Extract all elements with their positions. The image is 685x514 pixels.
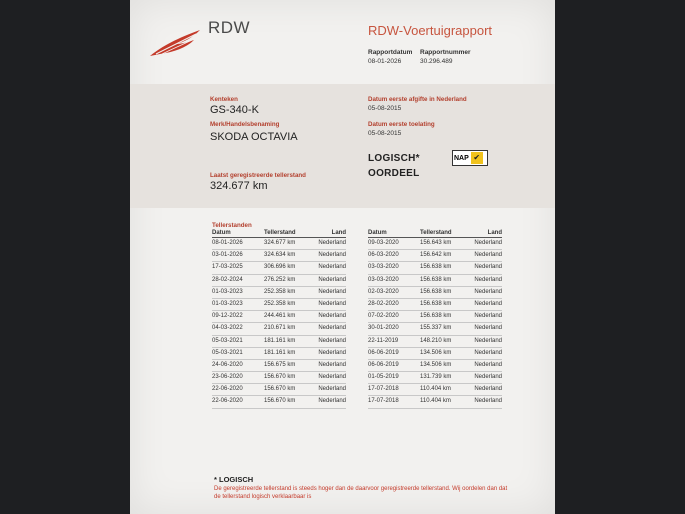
row-land: Nederland [318, 349, 346, 356]
row-land: Nederland [318, 240, 346, 246]
row-land: Nederland [474, 252, 502, 259]
row-datum: 04-03-2022 [212, 325, 243, 332]
row-land: Nederland [318, 252, 346, 259]
table-row [368, 299, 502, 311]
row-land: Nederland [318, 313, 346, 320]
table-row [212, 348, 346, 360]
table-row [368, 287, 502, 299]
tellerstanden-right-column [368, 230, 502, 409]
table-row [368, 336, 502, 348]
table-row [368, 396, 502, 408]
band-diagonal [130, 196, 555, 212]
row-datum: 01-05-2019 [368, 374, 399, 381]
row-datum: 07-02-2020 [368, 313, 399, 320]
row-land: Nederland [318, 361, 346, 368]
row-datum: 17-03-2025 [212, 264, 243, 271]
table-header [212, 230, 346, 238]
row-land: Nederland [474, 349, 502, 356]
row-land: Nederland [474, 361, 502, 368]
row-tellerstand: 110.404 km [420, 398, 451, 405]
table-row [368, 360, 502, 372]
row-tellerstand: 110.404 km [420, 386, 451, 393]
row-datum: 05-03-2021 [212, 337, 243, 344]
row-land: Nederland [474, 240, 502, 246]
vehicle-info-band [130, 84, 555, 208]
row-land: Nederland [474, 264, 502, 271]
row-tellerstand: 210.671 km [264, 325, 296, 332]
row-land: Nederland [318, 337, 346, 344]
tellerstanden-title: Tellerstanden [212, 222, 252, 229]
row-tellerstand: 156.670 km [264, 386, 296, 393]
row-datum: 09-12-2022 [212, 313, 243, 320]
table-row [212, 299, 346, 311]
table-row [368, 275, 502, 287]
row-tellerstand: 156.638 km [420, 313, 452, 320]
header-datum: Datum [212, 230, 231, 236]
table-row [368, 311, 502, 323]
table-header [368, 230, 502, 238]
row-tellerstand: 156.642 km [420, 252, 452, 259]
table-row [212, 336, 346, 348]
row-datum: 03-03-2020 [368, 264, 399, 271]
row-land: Nederland [474, 325, 502, 332]
row-datum: 06-06-2019 [368, 349, 399, 356]
row-tellerstand: 306.696 km [264, 264, 296, 271]
row-datum: 23-06-2020 [212, 374, 243, 381]
row-tellerstand: 156.643 km [420, 240, 452, 246]
check-icon: ✔ [471, 152, 483, 164]
header-datum: Datum [368, 230, 387, 236]
row-datum: 03-01-2026 [212, 252, 243, 259]
row-datum: 09-03-2020 [368, 240, 399, 246]
merk-value: SKODA OCTAVIA [210, 131, 298, 143]
row-tellerstand: 276.252 km [264, 276, 296, 283]
row-land: Nederland [318, 374, 346, 381]
row-land: Nederland [474, 337, 502, 344]
row-tellerstand: 181.161 km [264, 337, 296, 344]
row-tellerstand: 252.358 km [264, 288, 296, 295]
nap-badge [452, 150, 488, 166]
table-row [212, 262, 346, 274]
row-tellerstand: 156.638 km [420, 288, 452, 295]
row-datum: 30-01-2020 [368, 325, 399, 332]
row-tellerstand: 324.634 km [264, 252, 296, 259]
header-land: Land [331, 230, 346, 236]
row-datum: 28-02-2020 [368, 300, 399, 307]
row-datum: 01-03-2023 [212, 288, 243, 295]
table-row [368, 262, 502, 274]
row-land: Nederland [318, 325, 346, 332]
row-tellerstand: 156.638 km [420, 264, 452, 271]
row-land: Nederland [318, 264, 346, 271]
row-tellerstand: 181.161 km [264, 349, 296, 356]
row-datum: 05-03-2021 [212, 349, 243, 356]
rapportnummer-value: 30.296.489 [420, 58, 453, 65]
row-datum: 03-03-2020 [368, 276, 399, 283]
row-tellerstand: 156.675 km [264, 361, 296, 368]
row-tellerstand: 252.358 km [264, 300, 296, 307]
table-row [212, 287, 346, 299]
merk-label: Merk/Handelsbenaming [210, 121, 280, 128]
footnote-title: * LOGISCH [214, 475, 254, 484]
row-tellerstand: 134.506 km [420, 349, 452, 356]
table-row [212, 275, 346, 287]
row-land: Nederland [318, 288, 346, 295]
report-page [130, 0, 555, 514]
row-land: Nederland [318, 300, 346, 307]
table-row [368, 348, 502, 360]
row-datum: 22-11-2019 [368, 337, 399, 344]
row-datum: 17-07-2018 [368, 386, 399, 393]
tellerstand-label: Laatst geregistreerde tellerstand [210, 172, 306, 179]
rapportdatum-label: Rapportdatum [368, 49, 413, 56]
eerste-afgifte-label: Datum eerste afgifte in Nederland [368, 96, 467, 103]
row-tellerstand: 324.677 km [264, 240, 296, 246]
table-row [368, 250, 502, 262]
header-tellerstand: Tellerstand [264, 230, 296, 236]
row-tellerstand: 156.638 km [420, 300, 452, 307]
table-row [368, 238, 502, 250]
eerste-toelating-value: 05-08-2015 [368, 130, 402, 137]
oordeel-logisch: LOGISCH* [368, 153, 420, 164]
rapportdatum-value: 08-01-2026 [368, 58, 402, 65]
row-land: Nederland [318, 398, 346, 405]
header-land: Land [487, 230, 502, 236]
row-land: Nederland [474, 374, 502, 381]
row-land: Nederland [318, 276, 346, 283]
row-land: Nederland [474, 276, 502, 283]
row-tellerstand: 134.506 km [420, 361, 452, 368]
header-tellerstand: Tellerstand [420, 230, 452, 236]
table-row [368, 323, 502, 335]
table-row [368, 372, 502, 384]
row-datum: 22-06-2020 [212, 386, 243, 393]
row-land: Nederland [318, 386, 346, 393]
row-tellerstand: 148.210 km [420, 337, 452, 344]
row-datum: 01-03-2023 [212, 300, 243, 307]
row-datum: 28-02-2024 [212, 276, 243, 283]
row-tellerstand: 131.739 km [420, 374, 452, 381]
rdw-logo-icon [148, 26, 202, 58]
row-tellerstand: 156.670 km [264, 374, 296, 381]
report-title: RDW-Voertuigrapport [368, 23, 493, 38]
tellerstanden-left-column [212, 230, 346, 409]
eerste-afgifte-value: 05-08-2015 [368, 105, 402, 112]
row-datum: 22-06-2020 [212, 398, 243, 405]
row-datum: 24-06-2020 [212, 361, 243, 368]
row-land: Nederland [474, 386, 502, 393]
row-land: Nederland [474, 300, 502, 307]
table-row [212, 384, 346, 396]
table-row [212, 396, 346, 408]
row-land: Nederland [474, 288, 502, 295]
kenteken-value: GS-340-K [210, 104, 259, 116]
kenteken-label: Kenteken [210, 96, 238, 103]
footnote-text: De geregistreerde tellerstand is steeds hoger dan de daarvoor geregistreerde tellerstand. Wij oordelen dan dat de tellerstand logisch verklaarbaar is [214, 486, 508, 500]
logo-text: RDW [208, 18, 251, 37]
table-row [212, 360, 346, 372]
table-row [212, 238, 346, 250]
row-datum: 08-01-2026 [212, 240, 243, 246]
row-datum: 06-06-2019 [368, 361, 399, 368]
row-tellerstand: 244.461 km [264, 313, 296, 320]
oordeel-label: OORDEEL [368, 168, 420, 179]
row-datum: 17-07-2018 [368, 398, 399, 405]
table-row [212, 311, 346, 323]
row-datum: 06-03-2020 [368, 252, 399, 259]
eerste-toelating-label: Datum eerste toelating [368, 121, 435, 128]
row-land: Nederland [474, 398, 502, 405]
row-land: Nederland [474, 313, 502, 320]
tellerstanden-table [212, 222, 512, 409]
nap-letters: NAP [454, 154, 469, 162]
row-tellerstand: 155.337 km [420, 325, 452, 332]
row-tellerstand: 156.638 km [420, 276, 452, 283]
tellerstand-value: 324.677 km [210, 180, 268, 192]
table-row [212, 372, 346, 384]
rapportnummer-label: Rapportnummer [420, 49, 471, 56]
table-row [368, 384, 502, 396]
table-row [212, 323, 346, 335]
table-row [212, 250, 346, 262]
row-datum: 02-03-2020 [368, 288, 399, 295]
row-tellerstand: 156.670 km [264, 398, 296, 405]
